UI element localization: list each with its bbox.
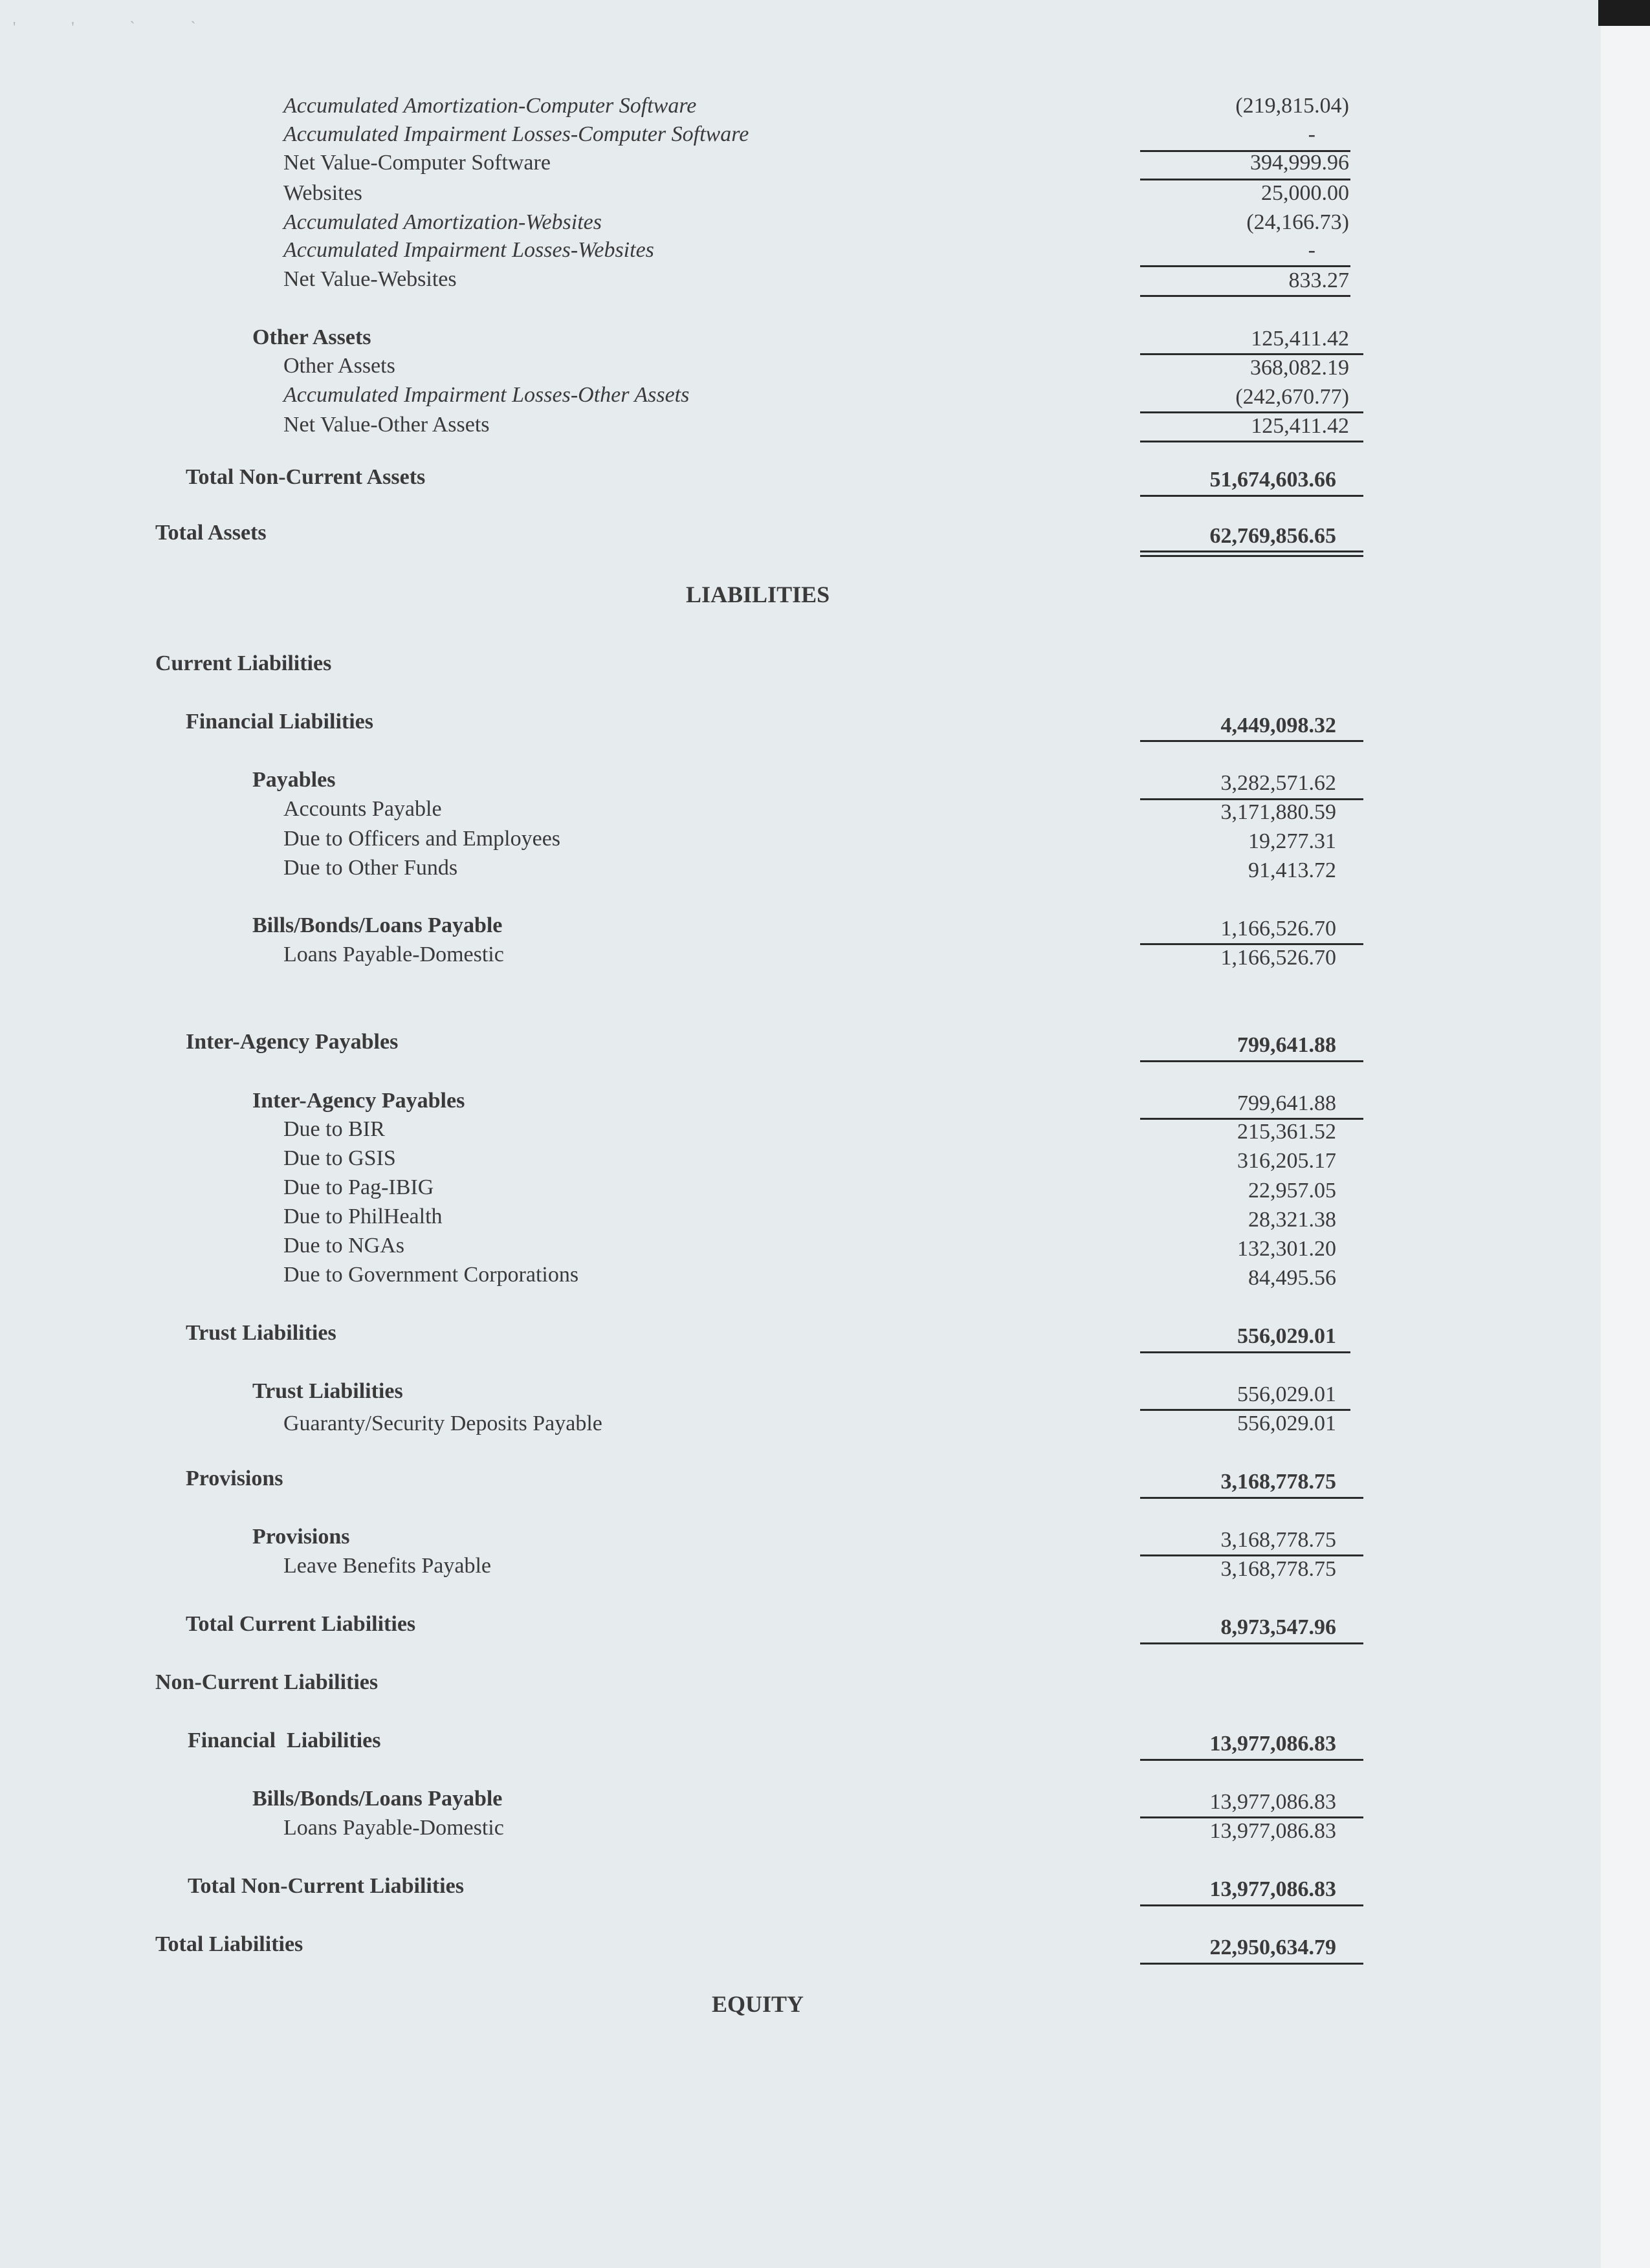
row-value: 316,205.17 [1237, 1149, 1336, 1173]
row-value: 215,361.52 [1237, 1120, 1336, 1144]
underline [1140, 1904, 1363, 1906]
scan-edge-bar [1598, 0, 1650, 26]
row-value: (242,670.77) [1235, 385, 1349, 409]
row-label: Provisions [252, 1525, 350, 1549]
row-label: Provisions [186, 1467, 283, 1490]
scan-specks: ' ' ` ` [13, 19, 222, 36]
row-value: 3,168,778.75 [1220, 1528, 1336, 1552]
row-value: 1,166,526.70 [1220, 946, 1336, 970]
section-heading-equity: EQUITY [712, 1991, 804, 2017]
row-label: Other Assets [283, 354, 395, 378]
row-value-text: - [1308, 238, 1315, 262]
row-label: Current Liabilities [155, 651, 332, 675]
row-value: 3,171,880.59 [1220, 800, 1336, 824]
row-value: 13,977,086.83 [1209, 1732, 1336, 1756]
row-label: Total Assets [155, 521, 267, 545]
row-label: Due to Pag-IBIG [283, 1175, 434, 1199]
row-value: (24,166.73) [1246, 210, 1349, 234]
row-label: Total Non-Current Assets [186, 465, 426, 489]
row-label: Due to Officers and Employees [283, 827, 561, 851]
row-label: Net Value-Websites [283, 267, 457, 291]
row-value-text: - [1308, 122, 1315, 146]
row-label: Trust Liabilities [186, 1321, 336, 1345]
row-label: Accounts Payable [283, 797, 442, 821]
underline [1140, 495, 1363, 497]
underline [1140, 1409, 1350, 1411]
scan-edge-strip [1601, 26, 1650, 2268]
underline [1140, 1497, 1363, 1499]
row-label: Accumulated Amortization-Websites [283, 210, 602, 234]
row-value: 556,029.01 [1237, 1412, 1336, 1435]
row-value: 22,950,634.79 [1209, 1935, 1336, 1959]
row-value: 799,641.88 [1237, 1091, 1336, 1115]
row-value: 833.27 [1288, 268, 1349, 292]
row-value: 19,277.31 [1248, 829, 1336, 853]
underline [1140, 1759, 1363, 1761]
row-value: 25,000.00 [1261, 181, 1349, 205]
row-value: 51,674,603.66 [1209, 468, 1336, 492]
underline [1140, 1963, 1363, 1965]
underline [1140, 441, 1363, 442]
row-label: Financial Liabilities [186, 710, 373, 734]
row-label: Bills/Bonds/Loans Payable [252, 913, 503, 937]
underline [1140, 1351, 1350, 1353]
row-value: 368,082.19 [1250, 356, 1349, 380]
row-value: 125,411.42 [1251, 414, 1349, 438]
row-label: Accumulated Impairment Losses-Computer Software [283, 122, 749, 146]
row-label: Total Current Liabilities [186, 1612, 416, 1636]
underline [1140, 179, 1350, 180]
row-value: 3,168,778.75 [1220, 1557, 1336, 1581]
row-value: 799,641.88 [1237, 1033, 1336, 1057]
row-value [1139, 238, 1349, 263]
row-value: 84,495.56 [1248, 1266, 1336, 1290]
row-value: 4,449,098.32 [1220, 714, 1336, 737]
row-label: Payables [252, 768, 336, 792]
underline [1140, 943, 1363, 945]
underline [1140, 353, 1363, 355]
row-value: 13,977,086.83 [1209, 1877, 1336, 1901]
row-value: 3,168,778.75 [1220, 1470, 1336, 1494]
double-underline-top [1140, 551, 1363, 552]
underline [1140, 265, 1350, 267]
underline [1140, 295, 1350, 297]
underline [1140, 411, 1363, 413]
row-value: 132,301.20 [1237, 1237, 1336, 1261]
row-label: Inter-Agency Payables [252, 1089, 465, 1113]
row-label: Bills/Bonds/Loans Payable [252, 1787, 503, 1811]
row-value: 13,977,086.83 [1209, 1790, 1336, 1814]
row-label: Due to NGAs [283, 1234, 404, 1258]
row-value: 556,029.01 [1237, 1324, 1336, 1348]
row-label: Non-Current Liabilities [155, 1670, 379, 1694]
row-label: Loans Payable-Domestic [283, 1816, 504, 1840]
double-underline-bottom [1140, 555, 1363, 557]
row-value: 1,166,526.70 [1220, 917, 1336, 941]
row-label: Total Liabilities [155, 1932, 303, 1956]
row-label: Due to BIR [283, 1117, 385, 1141]
row-value: 28,321.38 [1248, 1208, 1336, 1232]
underline [1140, 1816, 1363, 1818]
row-label: Inter-Agency Payables [186, 1030, 399, 1054]
row-value [1139, 122, 1349, 147]
underline [1140, 1060, 1363, 1062]
row-value: 394,999.96 [1250, 151, 1349, 175]
row-label: Due to GSIS [283, 1146, 396, 1170]
row-label: Due to Other Funds [283, 856, 458, 880]
row-value: 8,973,547.96 [1220, 1615, 1336, 1639]
row-value: 125,411.42 [1251, 327, 1349, 351]
row-label: Guaranty/Security Deposits Payable [283, 1412, 602, 1435]
row-label: Financial Liabilities [188, 1728, 381, 1752]
row-label: Accumulated Amortization-Computer Software [283, 94, 697, 118]
row-label: Accumulated Impairment Losses-Websites [283, 238, 654, 262]
row-label: Due to Government Corporations [283, 1263, 579, 1287]
underline [1140, 1642, 1363, 1644]
row-value: 91,413.72 [1248, 858, 1336, 882]
row-label: Due to PhilHealth [283, 1205, 443, 1228]
row-value: 62,769,856.65 [1209, 524, 1336, 548]
row-value: 556,029.01 [1237, 1382, 1336, 1406]
underline [1140, 740, 1363, 742]
row-label: Leave Benefits Payable [283, 1554, 491, 1578]
row-label: Loans Payable-Domestic [283, 943, 504, 966]
row-label: Trust Liabilities [252, 1379, 403, 1403]
underline [1140, 1554, 1363, 1556]
row-label: Net Value-Computer Software [283, 151, 551, 175]
row-label: Websites [283, 181, 362, 205]
row-label: Accumulated Impairment Losses-Other Assets [283, 383, 690, 407]
row-value: 3,282,571.62 [1220, 771, 1336, 795]
row-value: 22,957.05 [1248, 1179, 1336, 1203]
row-label: Net Value-Other Assets [283, 413, 490, 437]
row-value: 13,977,086.83 [1209, 1819, 1336, 1843]
row-value: (219,815.04) [1235, 94, 1349, 118]
row-label: Other Assets [252, 325, 371, 349]
section-heading-liabilities: LIABILITIES [686, 582, 830, 607]
row-label: Total Non-Current Liabilities [188, 1874, 464, 1898]
